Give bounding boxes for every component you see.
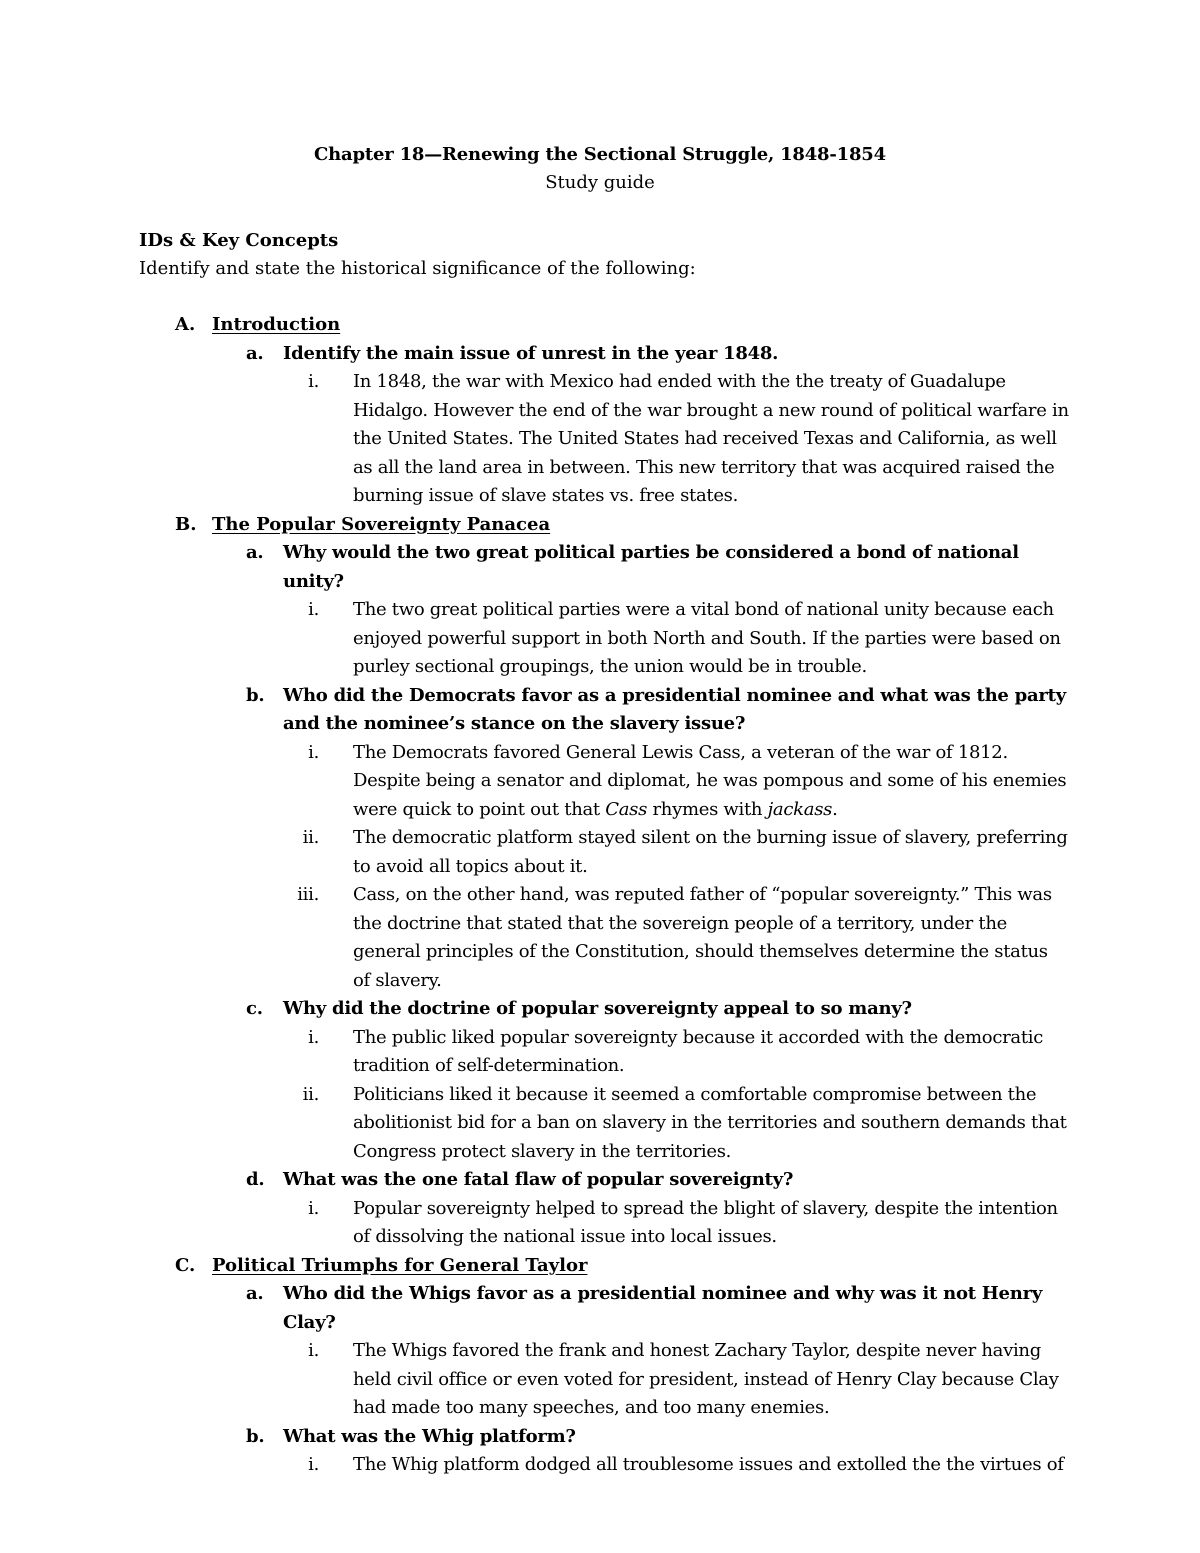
answer-number: i. <box>308 741 319 763</box>
question-text: Identify the main issue of unrest in the year 1848. <box>283 342 779 364</box>
question-letter: b. <box>246 684 265 706</box>
answer-number: ii. <box>302 827 319 848</box>
question-text: Who did the Democrats favor as a presidential nominee and what was the party and the nominee’s stance on the slavery issue? <box>283 684 1066 734</box>
answer-text-after: . <box>832 798 838 820</box>
answer-number: i. <box>308 599 319 620</box>
question-text: Why did the doctrine of popular sovereignty appeal to so many? <box>283 998 912 1019</box>
answer-text: The Whigs favored the frank and honest Zachary Taylor, despite never having held civil office or even voted for president, instead of Henry Clay because Clay had made too many speeches, and too many enemies. <box>353 1340 1059 1418</box>
answer <box>139 1195 1069 1252</box>
question-letter: a. <box>246 1283 264 1304</box>
question-letter: a. <box>246 342 264 364</box>
answer <box>139 1024 1069 1081</box>
section-letter: A. <box>175 314 196 335</box>
answer-text: The public liked popular sovereignty because it accorded with the democratic tradition of self-determination. <box>353 1026 1044 1076</box>
answer-number: i. <box>308 371 319 392</box>
question-text: What was the one fatal flaw of popular sovereignty? <box>283 1169 794 1190</box>
answer-number: i. <box>308 1340 319 1361</box>
section-b <box>139 511 1069 1252</box>
question-text: Why would the two great political parties be considered a bond of national unity? <box>283 542 1019 592</box>
section-c <box>139 1252 1069 1480</box>
section-letter: B. <box>175 513 197 535</box>
section-title: The Popular Sovereignty Panacea <box>212 513 551 535</box>
answer-text: The democratic platform stayed silent on the burning issue of slavery, preferring to avoid all topics about it. <box>353 827 1068 877</box>
question-letter: a. <box>246 542 264 563</box>
answer-text <box>353 739 1069 825</box>
section-a <box>139 311 1069 511</box>
question-letter: b. <box>246 1425 265 1447</box>
answer-number: i. <box>308 1197 319 1219</box>
answer-text-mid: rhymes with <box>647 798 768 820</box>
answer-text: Politicians liked it because it seemed a comfortable compromise between the abolitionist bid for a ban on slavery in the territories and southern demands that Congress protect slavery in the territories. <box>353 1083 1067 1162</box>
answer-number: i. <box>308 1454 319 1475</box>
answer-text: In 1848, the war with Mexico had ended with the the treaty of Guadalupe Hidalgo. However the end of the war brought a new round of political warfare in the United States. The United States had received Texas and California, as well as all the land area in between. This new territory that was acquired raised the burning issue of slave states vs. free states. <box>353 371 1069 506</box>
question <box>139 539 1069 596</box>
question-text: Who did the Whigs favor as a presidential nominee and why was it not Henry Clay? <box>283 1283 1043 1333</box>
question-letter: d. <box>246 1169 265 1190</box>
answer <box>139 824 1069 881</box>
answer <box>139 881 1069 995</box>
answer <box>139 1451 1069 1480</box>
ids-heading: IDs & Key Concepts <box>139 230 339 251</box>
section-heading <box>139 1252 1069 1281</box>
section-title: Introduction <box>212 314 341 335</box>
answer-number: ii. <box>302 1083 319 1105</box>
answer-text: Popular sovereignty helped to spread the blight of slavery, despite the intention of dissolving the national issue into local issues. <box>353 1197 1058 1247</box>
document-title: Chapter 18—Renewing the Sectional Struggle, 1848-1854 <box>314 144 886 165</box>
answer-number: i. <box>308 1026 319 1048</box>
answer-text: The two great political parties were a vital bond of national unity because each enjoyed powerful support in both North and South. If the parties were based on purley sectional groupings, the union would be in trouble. <box>353 599 1061 677</box>
answer-number: iii. <box>297 884 319 905</box>
question <box>139 995 1069 1024</box>
answer <box>139 368 1069 511</box>
section-title: Political Triumphs for General Taylor <box>212 1254 588 1276</box>
question <box>139 340 1069 369</box>
question <box>139 1423 1069 1452</box>
question-text: What was the Whig platform? <box>283 1425 576 1447</box>
answer-text: The Whig platform dodged all troublesome issues and extolled the the virtues of <box>353 1454 1064 1475</box>
answer <box>139 596 1069 682</box>
emphasis-cass: Cass <box>605 798 648 820</box>
study-outline <box>139 311 1069 1480</box>
emphasis-jackass: jackass <box>767 798 833 820</box>
answer <box>139 1081 1069 1167</box>
question-letter: c. <box>246 998 263 1019</box>
question <box>139 1166 1069 1195</box>
section-heading <box>139 511 1069 540</box>
document-subtitle: Study guide <box>545 172 655 193</box>
answer-text-before: The Democrats favored General Lewis Cass, a veteran of the war of 1812. Despite being a senator and diplomat, he was pompous and some of his enemies were quick to point out that <box>353 741 1067 820</box>
answer <box>139 1337 1069 1423</box>
answer-text: Cass, on the other hand, was reputed father of “popular sovereignty.” This was the doctrine that stated that the sovereign people of a territory, under the general principles of the Constitution, should themselves determine the status of slavery. <box>353 884 1052 991</box>
question <box>139 1280 1069 1337</box>
section-heading <box>139 311 1069 340</box>
section-letter: C. <box>175 1254 196 1276</box>
question <box>139 682 1069 739</box>
answer <box>139 739 1069 825</box>
ids-intro: Identify and state the historical significance of the following: <box>139 258 696 279</box>
document-header <box>0 141 1200 197</box>
